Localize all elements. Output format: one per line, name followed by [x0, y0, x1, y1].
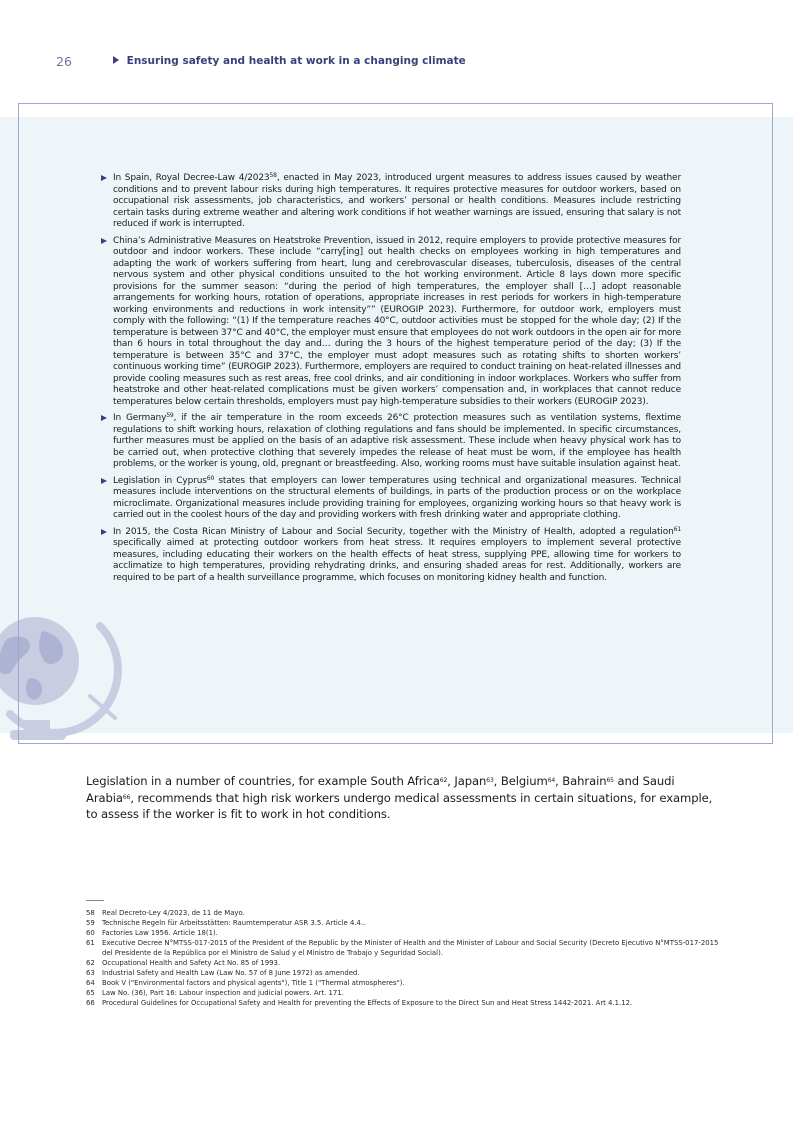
footnote: 58 Real Decreto-Ley 4/2023, de 11 de Mayo. — [86, 909, 245, 917]
list-item: China’s Administrative Measures on Heatstroke Prevention, issued in 2012, require employers to provide protective measures for outdoor and indoor workers. These include “carry[ing] out health checks on employees working in high temperatures and adapting the work of workers suffering from heart, lung and cerebrovascular diseases, tuberculosis, diseases of the central nervous system and other physical conditions unsuited to the hot working environment. Article 8 lays down more specific provisions for the summer season: “during the period of high temperatures, the employer shall […] adopt reasonable arrangements for working hours, rotation of operations, appropriate increases in rest periods for workers in high-temperature working environments and reductions in work intensity”” (EUROGIP 2023). Furthermore, for outdoor work, employers must comply with the following: “(1) If the temperature reaches 40°C, outdoor activities must be stopped for the whole day; (2) If the temperature is between 37°C and 40°C, the employer must ensure that employees do not work outdoors in the open air for more than 6 hours in total throughout the day and… during the 3 hours of the highest temperature period of the day; (3) If the temperature is between 35°C and 37°C, the employer must adopt measures such as rotating shifts to shorten workers’ continuous working time” (EUROGIP 2023). Furthermore, employers are required to conduct training on heat-related illnesses and provide cooling measures such as rest areas, free cool drinks, and air conditioning in indoor workplaces. Workers who suffer from heatstroke and other heat-related complications must be given workers’ compensation and, in workplaces that cannot reduce temperatures below certain thresholds, employers must pay high-temperature subsidies to their workers (EUROGIP 2023). — [101, 236, 681, 409]
triangle-bullet-icon — [101, 238, 107, 244]
list-item: Legislation in Cyprus$^{60}$ states that employers can lower temperatures using technical and organizational measures. Technical measures include interventions on the structural elements of buildings, in parts of the production process or on the workplace microclimate. Organizational measures include providing training for employees, organizing working hours so that heavy work is carried out in the coolest hours of the day and providing workers with fresh drinking water and appropriate clothing. — [101, 476, 681, 522]
footnote: 59 Technische Regeln für Arbeitsstätten: Raumtemperatur ASR 3.5. Article 4.4.. — [86, 919, 366, 927]
triangle-bullet-icon — [113, 56, 119, 64]
running-header-title: Ensuring safety and health at work in a changing climate — [126, 55, 466, 67]
footnotes — [86, 908, 726, 1008]
footnote: 66 Procedural Guidelines for Occupational Safety and Health for preventing the Effects of Exposure to the Direct Sun and Heat Stress 1442-2021. Art 4.1.12. — [86, 999, 633, 1007]
triangle-bullet-icon — [101, 415, 107, 421]
footnote: 65 Law No. (36), Part 16: Labour inspection and judicial powers. Art. 171. — [86, 989, 344, 997]
list-item: In Germany$^{59}$, if the air temperature in the room exceeds 26°C protection measures such as ventilation systems, flextime regulations to shift working hours, relaxation of clothing regulations and fans should be implemented. In specific circumstances, further measures must be applied on the basis of an adaptive risk assessment. These include when heavy physical work has to be carried out, when protective clothing that severely impedes the release of heat must be worn, if the employee has health problems, or the worker is young, old, pregnant or breastfeeding. Also, working rooms must have suitable insulation against heat. — [101, 413, 681, 471]
footnote-divider — [86, 900, 104, 901]
triangle-bullet-icon — [101, 175, 107, 181]
list-item: In 2015, the Costa Rican Ministry of Labour and Social Security, together with the Ministry of Health, adopted a regulation$^{61}$ specifically aimed at protecting outdoor workers from heat stress. It requires employers to implement several protective measures, including educating their workers on the health effects of heat stress, supplying PPE, allowing time for workers to acclimatize to high temperatures, providing rehydrating drinks, and ensuring shaded areas for rest. Additionally, workers are required to be part of a health surveillance programme, which focuses on monitoring kidney health and function. — [101, 527, 681, 585]
body-paragraph: Legislation in a number of countries, for example South Africa$^{62}$, Japan$^{63}$, Belgium$^{64}$, Bahrain$^{65}$ and Saudi Arabia$^{66}$, recommends that high risk workers undergo medical assessments in certain situations, for example, to assess if the worker is fit to work in hot conditions. — [86, 774, 713, 821]
footnote: 60 Factories Law 1956. Article 18(1). — [86, 929, 218, 937]
list-item: In Spain, Royal Decree-Law 4/2023$^{58}$, enacted in May 2023, introduced urgent measures to address issues caused by weather conditions and to prevent labour risks during high temperatures. It requires protective measures for outdoor workers, based on occupational risk assessments, job characteristics, and workers’ personal or health conditions. Measures include restricting certain tasks during extreme weather and altering work conditions if hot weather warnings are issued, ensuring that salary is not reduced if work is interrupted. — [101, 173, 681, 231]
footnote: 64 Book V ("Environmental factors and physical agents"), Title 1 ("Thermal atmospheres"). — [86, 979, 405, 987]
footnote: 62 Occupational Health and Safety Act No. 85 of 1993. — [86, 959, 281, 967]
triangle-bullet-icon — [101, 529, 107, 535]
page-number: 26 — [56, 54, 72, 69]
triangle-bullet-icon — [101, 478, 107, 484]
footnote: 63 Industrial Safety and Health Law (Law No. 57 of 8 June 1972) as amended. — [86, 969, 360, 977]
country-examples-list — [101, 173, 681, 589]
running-header — [113, 55, 466, 67]
footnote: 61 Executive Decree N°MTSS-017-2015 of the President of the Republic by the Minister of Health and the Minister of Labour and Social Security (Decreto Ejecutivo N°MTSS-017-2015 del Presidente de la República por el Ministro de Salud y el Ministro de Trabajo y Seguridad Social). — [86, 939, 719, 957]
